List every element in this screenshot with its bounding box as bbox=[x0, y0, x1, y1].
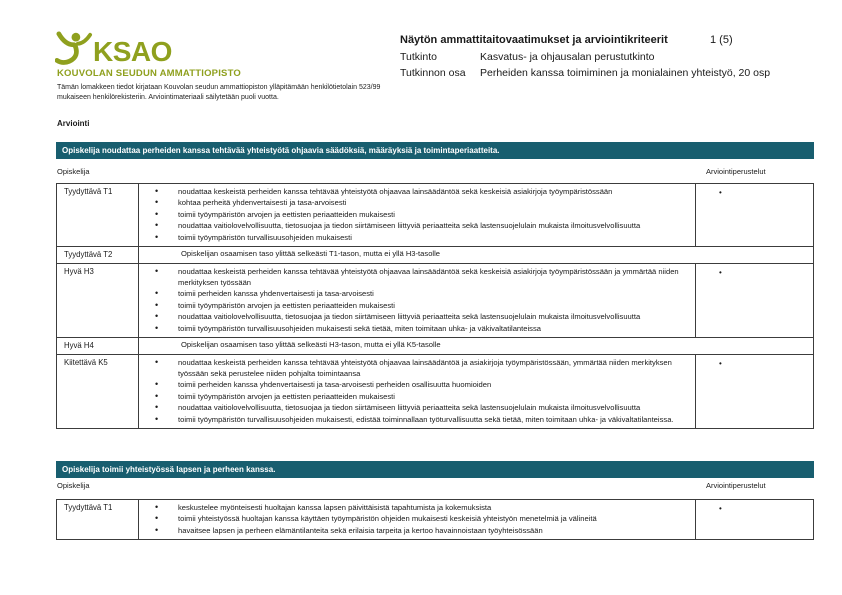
criteria-item: • toimii työympäristön turvallisuusohjeiden mukaisesti bbox=[139, 232, 689, 243]
grade-cell: Kiitettävä K5 bbox=[57, 354, 139, 428]
page-number: 1 (5) bbox=[710, 34, 733, 46]
criteria-item: • toimii työympäristön turvallisuusohjeiden mukaisesti, edistää toiminnallaan työturvallisuutta sekä tietää, miten toimitaan uhka- ja väkivaltatilanteissa. bbox=[139, 414, 689, 425]
grade-cell: Tyydyttävä T1 bbox=[57, 500, 139, 540]
column-header-justification-1: Arviointiperustelut bbox=[706, 167, 766, 176]
criteria-item: • toimii perheiden kanssa yhdenvertaisesti ja tasa-arvoisesti perheiden osallisuutta huomioiden bbox=[139, 379, 689, 390]
criteria-item: • keskustelee myönteisesti huoltajan kanssa lapsen päivittäisistä tapahtumista ja kokemuksista bbox=[139, 502, 689, 513]
unit-label: Tutkinnon osa bbox=[400, 67, 466, 79]
criteria-item: • noudattaa keskeistä perheiden kanssa tehtävää yhteistyötä ohjaavaa lainsäädäntöä ja asiakirjoja työympäristössään, ymmärtää niiden merkityksen työssään sekä perustelee niiden pohjalta toimintaansa bbox=[139, 357, 689, 380]
criteria-row bbox=[57, 184, 814, 247]
criteria-row bbox=[57, 337, 814, 354]
degree-label: Tutkinto bbox=[400, 51, 437, 63]
criteria-list bbox=[139, 266, 689, 334]
column-header-justification-2: Arviointiperustelut bbox=[706, 481, 766, 490]
criteria-item: • noudattaa keskeistä perheiden kanssa tehtävää yhteistyötä ohjaavaa lainsäädäntöä sekä keskeisiä asiakirjoja työympäristössään bbox=[139, 186, 689, 197]
criteria-item: • kohtaa perheitä yhdenvertaisesti ja tasa-arvoisesti bbox=[139, 197, 689, 208]
justification-cell: • bbox=[696, 354, 814, 428]
form-disclaimer: Tämän lomakkeen tiedot kirjataan Kouvolan seudun ammattiopiston ylläpitämään henkilötietolain 523/99 mukaiseen henkilörekisteriin. Arviointimateriaali säilytetään puoli vuotta. bbox=[57, 84, 381, 101]
ksao-wordmark: KSAO bbox=[93, 36, 172, 67]
criteria-item: • noudattaa vaitiolovelvollisuutta, tietosuojaa ja tiedon siirtämiseen liittyviä periaatteita sekä lastensuojelulain mukaista ilmoitusvelvollisuutta bbox=[139, 220, 689, 231]
logo-subtitle: KOUVOLAN SEUDUN AMMATTIOPISTO bbox=[57, 68, 242, 79]
criteria-row bbox=[57, 354, 814, 428]
assessment-label: Arviointi bbox=[57, 119, 90, 128]
section-1-title-bar: Opiskelija noudattaa perheiden kanssa tehtävää yhteistyötä ohjaavia säädöksiä, määräyksiä ja toimintaperiaatteita. bbox=[56, 142, 814, 159]
criteria-list bbox=[139, 186, 689, 243]
criteria-item: • noudattaa vaitiolovelvollisuutta, tietosuojaa ja tiedon siirtämiseen liittyviä periaatteita sekä lastensuojelulain mukaista ilmoitusvelvollisuutta bbox=[139, 402, 689, 413]
justification-cell: • bbox=[696, 500, 814, 540]
grade-cell: Hyvä H4 bbox=[57, 337, 139, 354]
degree-value: Kasvatus- ja ohjausalan perustutkinto bbox=[480, 51, 655, 63]
criteria-table-1 bbox=[56, 183, 814, 429]
doc-title: Näytön ammattitaitovaatimukset ja arviointikriteerit bbox=[400, 34, 668, 46]
criteria-row bbox=[57, 263, 814, 337]
criteria-list bbox=[139, 357, 689, 425]
criteria-cell bbox=[139, 184, 696, 247]
criteria-item: • noudattaa vaitiolovelvollisuutta, tietosuojaa ja tiedon siirtämiseen liittyviä periaatteita sekä lastensuojelulain mukaista ilmoitusvelvollisuutta bbox=[139, 311, 689, 322]
criteria-item: • toimii työympäristön arvojen ja eettisten periaatteiden mukaisesti bbox=[139, 209, 689, 220]
ksao-person-figure-icon bbox=[55, 31, 93, 72]
meta-row-unit bbox=[400, 67, 770, 79]
criteria-item: • toimii työympäristön arvojen ja eettisten periaatteiden mukaisesti bbox=[139, 300, 689, 311]
criteria-item: • toimii perheiden kanssa yhdenvertaisesti ja tasa-arvoisesti bbox=[139, 288, 689, 299]
criteria-list bbox=[139, 502, 689, 536]
level-gap-cell: Opiskelijan osaamisen taso ylittää selkeästi T1-tason, mutta ei yllä H3-tasolle bbox=[139, 246, 814, 263]
section-2-title-bar: Opiskelija toimii yhteistyössä lapsen ja perheen kanssa. bbox=[56, 461, 814, 478]
meta-row-degree bbox=[400, 51, 655, 63]
criteria-item: • toimii yhteistyössä huoltajan kanssa käyttäen työympäristön ohjeiden mukaisesti keskeisiä yhteistyön menetelmiä ja välineitä bbox=[139, 513, 689, 524]
criteria-row bbox=[57, 500, 814, 540]
grade-cell: Hyvä H3 bbox=[57, 263, 139, 337]
criteria-cell bbox=[139, 354, 696, 428]
justification-cell: • bbox=[696, 263, 814, 337]
criteria-row bbox=[57, 246, 814, 263]
criteria-item: • toimii työympäristön turvallisuusohjeiden mukaisesti sekä tietää, miten toimitaan uhka- ja väkivaltatilanteissa bbox=[139, 323, 689, 334]
column-header-student-2: Opiskelija bbox=[57, 481, 90, 490]
criteria-item: • havaitsee lapsen ja perheen elämäntilanteita sekä erilaisia tarpeita ja kertoo havainnoistaan työyhteisössään bbox=[139, 525, 689, 536]
grade-cell: Tyydyttävä T2 bbox=[57, 246, 139, 263]
criteria-item: • noudattaa keskeistä perheiden kanssa tehtävää yhteistyötä ohjaavaa lainsäädäntöä sekä keskeisiä asiakirjoja työympäristössään ja ymmärtää niiden merkityksen työssään bbox=[139, 266, 689, 289]
justification-cell: • bbox=[696, 184, 814, 247]
criteria-table-2 bbox=[56, 499, 814, 540]
column-header-student-1: Opiskelija bbox=[57, 167, 90, 176]
level-gap-cell: Opiskelijan osaamisen taso ylittää selkeästi H3-tason, mutta ei yllä K5-tasolle bbox=[139, 337, 814, 354]
criteria-cell bbox=[139, 263, 696, 337]
criteria-item: • toimii työympäristön arvojen ja eettisten periaatteiden mukaisesti bbox=[139, 391, 689, 402]
unit-value: Perheiden kanssa toimiminen ja monialainen yhteistyö, 20 osp bbox=[480, 67, 771, 79]
grade-cell: Tyydyttävä T1 bbox=[57, 184, 139, 247]
criteria-cell bbox=[139, 500, 696, 540]
